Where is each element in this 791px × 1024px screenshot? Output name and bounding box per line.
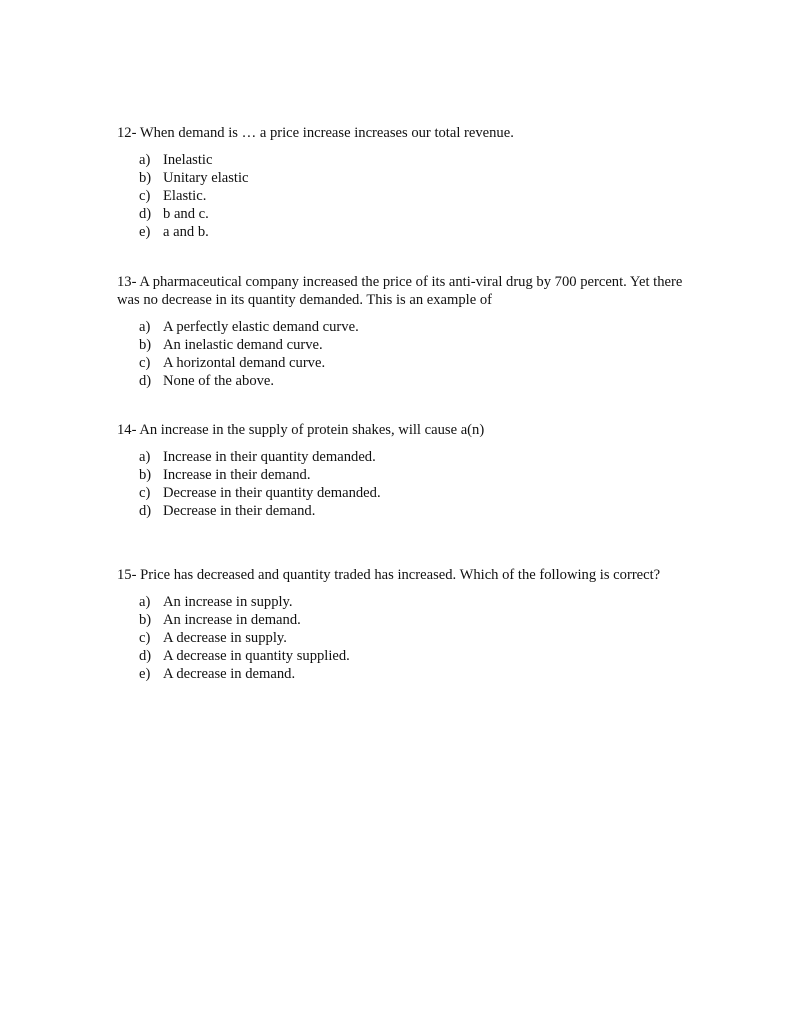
option-a [117, 318, 692, 336]
option-letter: d) [139, 373, 152, 389]
option-letter: b) [139, 337, 152, 353]
option-text: Decrease in their demand. [163, 503, 316, 519]
question-number: 12- [117, 125, 137, 141]
option-letter: b) [139, 170, 152, 186]
option-c [117, 354, 692, 372]
option-d [117, 372, 692, 390]
option-letter: a) [139, 449, 151, 465]
option-text: A horizontal demand curve. [163, 355, 326, 371]
option-a [117, 448, 717, 466]
option-letter: d) [139, 503, 152, 519]
options-list [117, 318, 692, 390]
option-e [117, 665, 737, 683]
question-stem: Price has decreased and quantity traded has increased. Which of the following is correct? [140, 567, 661, 583]
question-13 [117, 273, 692, 390]
option-e [117, 223, 717, 241]
option-letter: c) [139, 355, 151, 371]
option-letter: e) [139, 224, 151, 240]
option-letter: b) [139, 467, 152, 483]
question-text [117, 273, 692, 309]
option-letter: c) [139, 485, 151, 501]
option-letter: c) [139, 188, 151, 204]
options-list [117, 151, 717, 241]
option-letter: d) [139, 206, 152, 222]
option-text: An inelastic demand curve. [163, 337, 323, 353]
option-text: Unitary elastic [163, 170, 249, 186]
option-d [117, 502, 717, 520]
question-number: 13- [117, 274, 137, 290]
option-letter: c) [139, 630, 151, 646]
option-d [117, 647, 737, 665]
options-list [117, 593, 737, 683]
option-text: A perfectly elastic demand curve. [163, 319, 359, 335]
option-text: None of the above. [163, 373, 275, 389]
option-a [117, 593, 737, 611]
question-stem: A pharmaceutical company increased the price of its anti-viral drug by 700 percent. Yet there was no decrease in its quantity demanded. This is an example of [117, 274, 683, 308]
option-a [117, 151, 717, 169]
question-stem: An increase in the supply of protein shakes, will cause a(n) [139, 422, 485, 438]
option-letter: b) [139, 612, 152, 628]
option-text: Increase in their demand. [163, 467, 311, 483]
question-text [117, 124, 717, 142]
option-text: Inelastic [163, 152, 213, 168]
option-text: A decrease in quantity supplied. [163, 648, 350, 664]
option-b [117, 336, 692, 354]
option-b [117, 466, 717, 484]
question-12 [117, 124, 717, 241]
option-b [117, 611, 737, 629]
question-14 [117, 421, 717, 520]
question-text [117, 421, 717, 439]
option-text: An increase in demand. [163, 612, 301, 628]
question-stem: When demand is … a price increase increases our total revenue. [139, 125, 514, 141]
option-text: a and b. [163, 224, 209, 240]
option-letter: e) [139, 666, 151, 682]
option-b [117, 169, 717, 187]
option-c [117, 484, 717, 502]
option-letter: a) [139, 319, 151, 335]
option-c [117, 187, 717, 205]
option-letter: a) [139, 152, 151, 168]
option-letter: a) [139, 594, 151, 610]
option-d [117, 205, 717, 223]
option-c [117, 629, 737, 647]
option-text: b and c. [163, 206, 209, 222]
option-text: An increase in supply. [163, 594, 293, 610]
question-number: 14- [117, 422, 137, 438]
option-text: Decrease in their quantity demanded. [163, 485, 381, 501]
option-letter: d) [139, 648, 152, 664]
option-text: Elastic. [163, 188, 207, 204]
options-list [117, 448, 717, 520]
option-text: A decrease in supply. [163, 630, 287, 646]
question-text [117, 566, 737, 584]
question-15 [117, 566, 737, 683]
option-text: A decrease in demand. [163, 666, 296, 682]
option-text: Increase in their quantity demanded. [163, 449, 376, 465]
question-number: 15- [117, 567, 137, 583]
